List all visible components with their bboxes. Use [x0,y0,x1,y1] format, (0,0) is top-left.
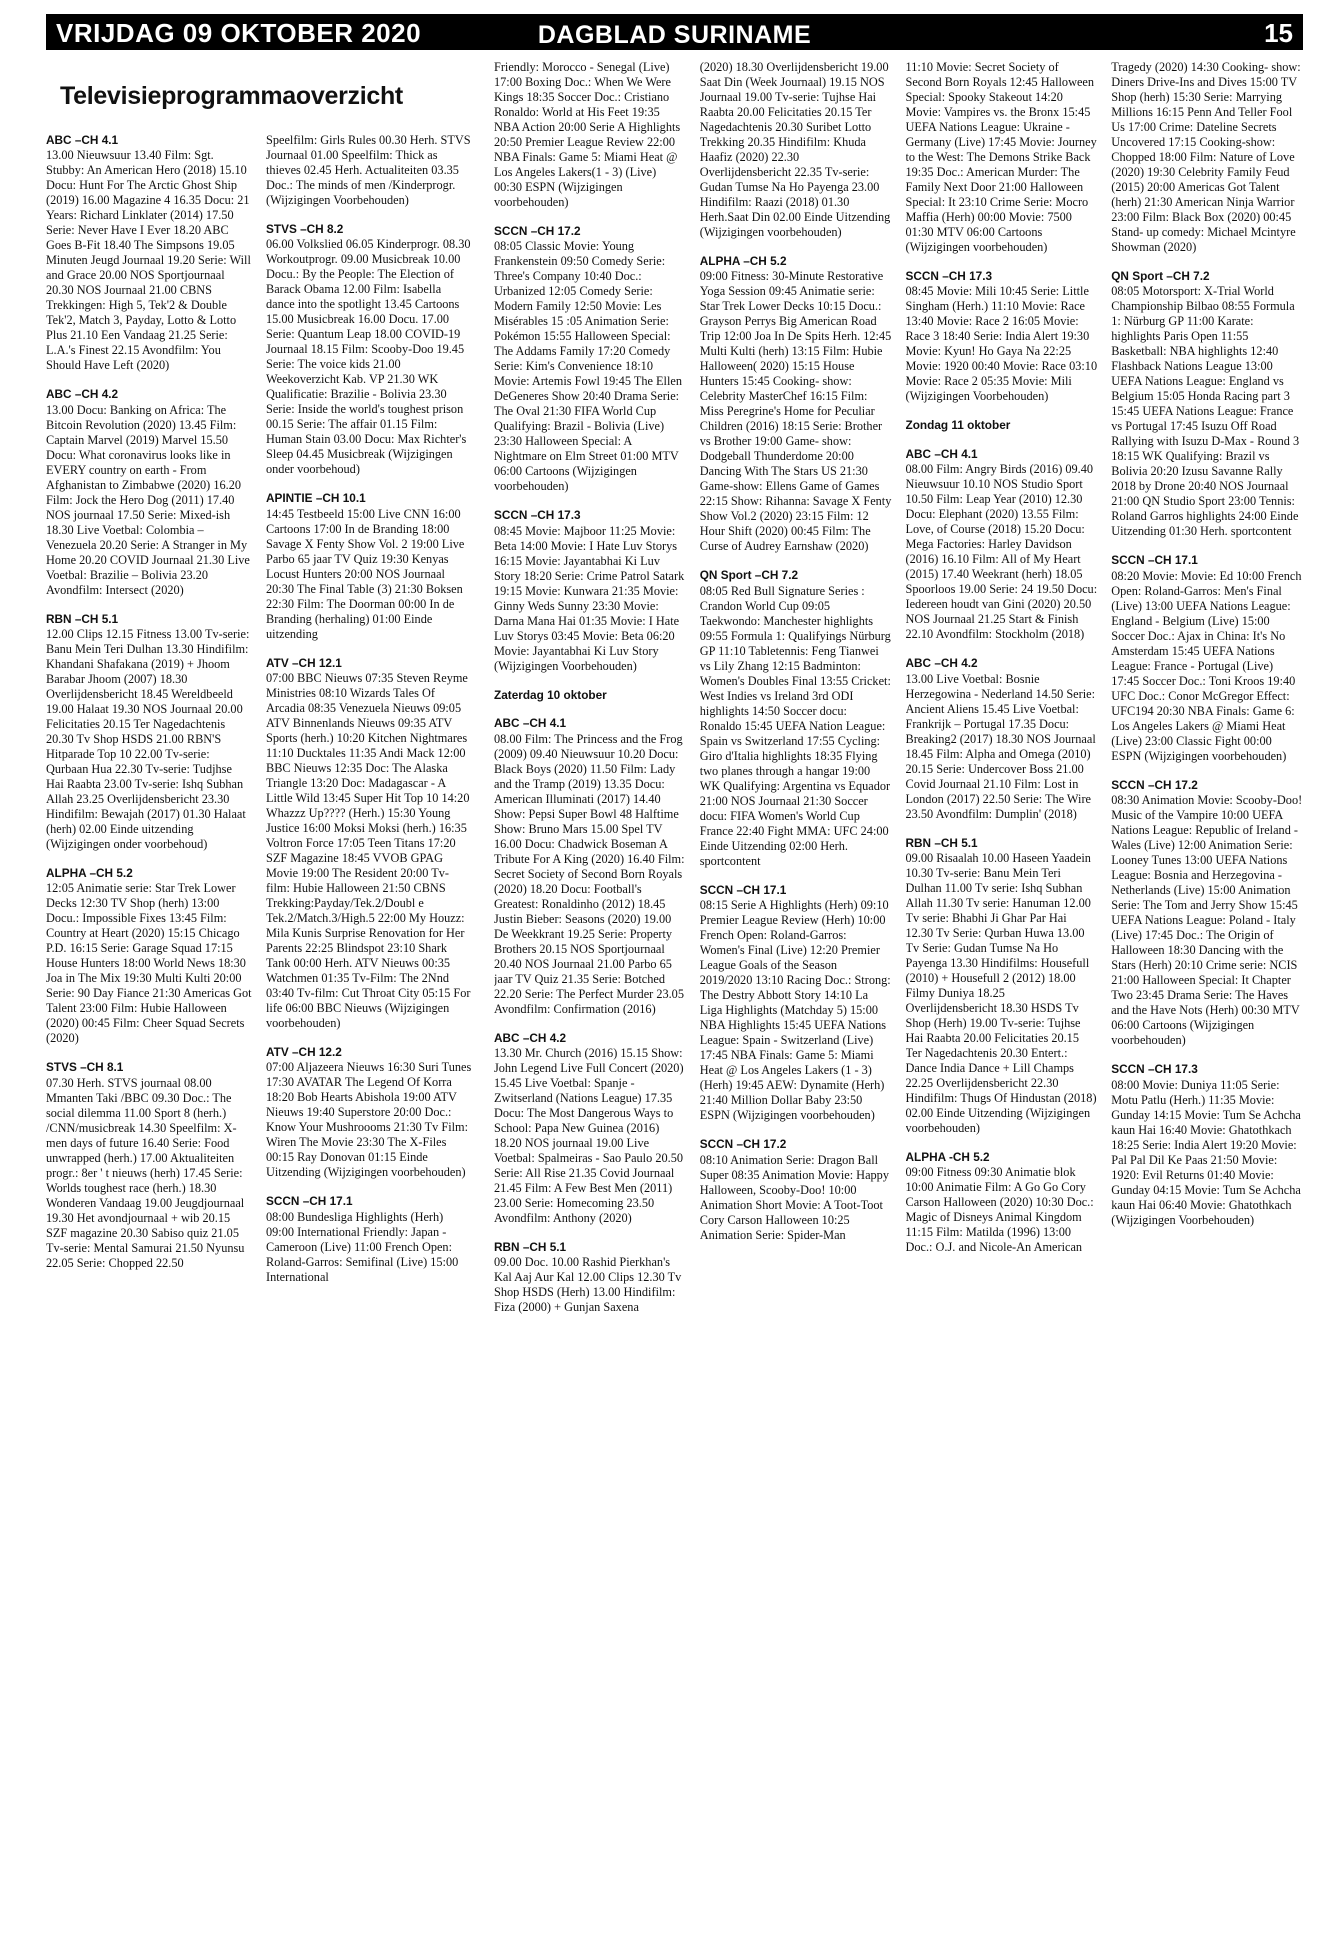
channel-heading: ABC –CH 4.2 [905,656,978,671]
channel-listing [700,568,892,868]
program-text: 08:00 Movie: Duniya 11:05 Serie: Motu Patlu (Herh.) 11:35 Movie: Gunday 14:15 Movie: Tum Se Achcha kaun Hai 16:40 Movie: Ghatothkach 18:25 Serie: India Alert 19:20 Movie: Pal Pal Dil Ke Paas 21:50 Movie: 1920: Evil Returns 01:40 Movie: Gunday 04:15 Movie: Tum Se Achcha kaun Hai 06:40 Movie: Ghatothkach (Wijzigingen Voorbehouden) [1111,1077,1301,1227]
channel-listing [1111,269,1303,539]
masthead [46,14,1303,50]
program-text: 13.30 Mr. Church (2016) 15.15 Show: John Legend Live Full Concert (2020) 15.45 Live Voetbal: Spanje - Zwitserland (Nations League) 17.35 Docu: The Most Dangerous Ways to School: Papa New Guinea (2016) 18.20 NOS journaal 19.00 Live Voetbal: Spalmeiras - Sao Paulo 20.50 Serie: All Rise 21.35 Covid Journaal 21.45 Film: A Few Best Men (2011) 23.00 Serie: Homecoming 23.50 Avondfilm: Anthony (2020) [494,1045,684,1225]
channel-listing [494,60,686,210]
channel-listing [266,222,472,477]
channel-listing [494,716,686,1016]
channel-heading: ATV –CH 12.1 [266,655,342,670]
program-text: 08:45 Movie: Mili 10:45 Serie: Little Singham (Herh.) 11:10 Movie: Race 13:40 Movie: Race 2 16:05 Movie: Race 3 18:40 Serie: India Alert 19:30 Movie: Kyun! Ho Gaya Na 22:25 Movie: 1920 00:40 Movie: Race 03:10 Movie: Race 2 05:35 Movie: Mili (Wijzigingen Voorbehouden) [905,284,1098,404]
program-text: 09:00 Fitness: 30-Minute Restorative Yoga Session 09:45 Animatie serie: Star Trek Lower Decks 10:15 Docu.: Grayson Perrys Big American Road Trip 12:00 Joa In De Spits Herh. 12:45 Multi Kulti (herh) 13:15 Film: Hubie Halloween( 2020) 15:15 House Hunters 15:45 Cooking- show: Celebrity MasterChef 16:15 Film: Miss Peregrine's Home for Peculiar Children (2016) 18:15 Serie: Brother vs Brother 19:00 Game- show: Dodgeball Thunderdome 20:00 Dancing With The Stars US 21:30 Game-show: Ellens Game of Games 22:15 Show: Rihanna: Savage X Fenty Show Vol.2 (2020) 23:15 Film: 12 Hour Shift (2020) 00:45 Film: The Curse of Audrey Earnshaw (2020) [699,269,892,554]
channel-heading: ALPHA –CH 5.2 [46,865,133,880]
channel-heading: RBN –CH 5.1 [905,835,978,850]
channel-heading: RBN –CH 5.1 [494,1239,567,1254]
left-two-columns [46,133,480,1299]
program-text: 08.00 Film: The Princess and the Frog (2009) 09.40 Nieuwsuur 10.20 Docu: Black Boys (2020) 11.50 Film: Lady and the Tramp (2019) 13.35 Docu: American Illuminati (2017) 14.40 Show: Pepsi Super Bowl 48 Halftime Show: Bruno Mars 15.00 Spel TV 16.00 Docu: Chadwick Boseman A Tribute For A King (2020) 16.40 Film: Secret Society of Second Born Royals (2020) 18.20 Docu: Football's Greatest: Ronaldinho (2012) 18.45 Justin Bieber: Seasons (2020) 19.00 De Weekkrant 19.25 Serie: Property Brothers 20.15 NOS Sportjournaal 20.40 NOS Journaal 21.00 Parbo 65 jaar TV Quiz 21.35 Serie: Botched 22.20 Serie: The Perfect Murder 23.05 Avondfilm: Confirmation (2016) [494,731,685,1016]
channel-listing [494,508,686,673]
channel-heading: ALPHA –CH 5.2 [699,254,787,268]
channel-listing [266,491,472,641]
channel-listing [906,447,1098,642]
program-text: 08:15 Serie A Highlights (Herh) 09:10 Premier League Review (Herh) 10:00 French Open: Roland-Garros: Women's Final (Live) 12:20 Premier League Goals of the Season 2019/2020 13:10 Racing Doc.: Strong: The Destry Abbott Story 14:10 La Liga Highlights (Matchday 5) 15:00 NBA Highlights 15:45 UEFA Nations League: Spain - Switzerland (Live) 17:45 NBA Finals: Game 5: Miami Heat @ Los Angeles Lakers (1 - 3)(Herh) 19:45 AEW: Dynamite (Herh) 21:40 Million Dollar Baby 23:50 ESPN (Wijzigingen voorbehouden) [699,898,891,1123]
column-3 [494,60,686,1329]
channel-listing [494,224,686,494]
channel-heading: QN Sport –CH 7.2 [1111,269,1210,283]
program-text: 11:10 Movie: Secret Society of Second Born Royals 12:45 Halloween Special: Spooky Stakeout 14:20 Movie: Vampires vs. the Bronx 15:45 UEFA Nations League: Ukraine - Germany (Live) 17:45 Movie: Journey to the West: The Demons Strike Back 19:35 Doc.: American Murder: The Family Next Door 21:00 Halloween Special: It 23:10 Crime Serie: Mocro Maffia (Herh) 00:00 Movie: 7500 01:30 MTV 06:00 Cartoons (Wijzigingen voorbehouden) [905,60,1097,254]
program-text: 09.00 Risaalah 10.00 Haseen Yaadein 10.30 Tv-serie: Banu Mein Teri Dulhan 11.00 Tv serie: Ishq Subhan Allah 11.30 Tv serie: Hanuman 12.00 Tv serie: Bhabhi Ji Ghar Par Hai 12.30 Tv Serie: Qurban Huwa 13.00 Tv Serie: Gudan Tumse Na Ho Payenga 13.30 Hindifilms: Housefull (2010) + Housefull 2 (2012) 18.00 Filmy Duniya 18.25 Overlijdensbericht 18.30 HSDS Tv Shop (Herh) 19.00 Tv-serie: Tujhse Hai Raabta 20.00 Felicitaties 20.15 Ter Nagedachtenis 20.30 Entert.: Dance India Dance + Lill Champs 22.25 Overlijdensbericht 22.30 Hindifilm: Thugs Of Hindustan (2018) 02.00 Einde Uitzending (Wijzigingen voorbehouden) [905,850,1097,1135]
channel-listing [266,656,472,1031]
program-text: 12.00 Clips 12.15 Fitness 13.00 Tv-serie: Banu Mein Teri Dulhan 13.30 Hindifilm: Khandani Shafakana (2019) + Jhoom Barabar Jhoom (2007) 18.30 Overlijdensbericht 18.45 Wereldbeeld 19.00 Halaat 19.30 NOS Journaal 20.00 Felicitaties 20.15 Ter Nagedachtenis 20.30 Tv Shop HSDS 21.00 RBN'S Hitparade Top 10 22.00 Tv-serie: Qurbaan Hua 22.30 Tv-serie: Tudjhse Hai Raabta 23.00 Tv-serie: Ishq Subhan Allah 23.25 Overlijdensbericht 23.30 Hindifilm: Bewajah (2017) 01.30 Halaat (herh) 02.00 Einde uitzending (Wijzigingen onder voorbehoud) [46,626,250,851]
channel-heading: ABC –CH 4.1 [905,446,978,461]
program-text: 13.00 Docu: Banking on Africa: The Bitcoin Revolution (2020) 13.45 Film: Captain Marvel (2019) Marvel 15.50 Docu: What coronavirus looks like in EVERY country on earth - From Afghanistan to Zimbabwe (2020) 16.20 Film: Jock the Hero Dog (2011) 17.40 NOS journaal 17.50 Serie: Mixed-ish 18.30 Live Voetbal: Colombia – Venezuela 20.20 Serie: A Stranger in My Home 20.20 COVID Journaal 21.30 Live Voetbal: Brazilie – Bolivia 23.20 Avondfilm: Intersect (2020) [46,402,250,597]
program-text: 13.00 Live Voetbal: Bosnie Herzegowina - Nederland 14.50 Serie: Ancient Aliens 15.45 Live Voetbal: Frankrijk – Portugal 17.35 Docu: Breaking2 (2017) 18.30 NOS Journaal 18.45 Film: Alpha and Omega (2010) 20.15 Serie: Undercover Boss 21.00 Covid Journaal 21.10 Film: Lost in London (2017) 22.50 Serie: The Wire 23.50 Avondfilm: Dumplin' (2018) [905,671,1096,821]
channel-heading: SCCN –CH 17.2 [494,224,581,238]
program-text: Tragedy (2020) 14:30 Cooking- show: Diners Drive-Ins and Dives 15:00 TV Shop (herh) 15:30 Serie: Marrying Millions 16:15 Penn And Teller Fool Us 17:00 Crime: Dateline Secrets Uncovered 17:15 Cooking-show: Chopped 18:00 Film: Nature of Love (2020) 19:30 Celebrity Family Feud (2015) 20:00 Americas Got Talent (herh) 21:30 American Ninja Warrior 23:00 Film: Black Box (2020) 00:45 Stand- up comedy: Michael Mcintyre Showman (2020) [1111,60,1301,254]
program-text: 08:30 Animation Movie: Scooby-Doo! Music of the Vampire 10:00 UEFA Nations League: Republic of Ireland - Wales (Live) 12:00 Animation Serie: Looney Tunes 13:00 UEFA Nations League: Bosnia and Herzegovina - Netherlands (Live) 15:00 Animation Serie: The Tom and Jerry Show 15:45 UEFA Nations League: Poland - Italy (Live) 17:45 Doc.: The Origin of Halloween 18:30 Dancing with the Stars (Herh) 20:10 Crime serie: NCIS 21:00 Halloween Special: It Chapter Two 23:45 Drama Serie: The Haves and the Have Nots (Herh) 00:30 MTV 06:00 Cartoons (Wijzigingen voorbehouden) [1111,793,1303,1048]
program-text: 08:10 Animation Serie: Dragon Ball Super 08:35 Animation Movie: Happy Halloween, Scooby-Doo! 10:00 Animation Short Movie: A Toot-Toot Cory Carson Halloween 10:25 Animation Serie: Spider-Man [699,1152,889,1242]
channel-listing [266,1194,472,1284]
program-text: 08:05 Classic Movie: Young Frankenstein 09:50 Comedy Serie: Three's Company 10:40 Doc.: Urbanized 12:05 Comedy Serie: Modern Family 12:50 Movie: Les Misérables 15 :05 Animation Serie: Pokémon 15:55 Halloween Special: The Addams Family 17:20 Comedy Serie: Kim's Convenience 18:10 Movie: Artemis Fowl 19:45 The Ellen DeGeneres Show 20:40 Drama Serie: The Oval 21:30 FIFA World Cup Qualifying: Brazil - Bolivia (Live) 23:30 Halloween Special: A Nightmare on Elm Street 01:00 MTV 06:00 Cartoons (Wijzigingen voorbehouden) [494,239,682,494]
program-text: 07.30 Herh. STVS journaal 08.00 Mmanten Taki /BBC 09.30 Doc.: The social dilemma 11.00 Sport 8 (herh.) /CNN/musicbreak 14.30 Speelfilm: X-men days of future 16.40 Serie: Food unwrapped (herh.) 17.00 Aktualiteiten progr.: 8er ' t nieuws (herh) 17.45 Serie: Worlds toughest race (herh.) 18.30 Wonderen Vandaag 19.00 Jeugdjournaal 19.30 Het avondjournaal + wib 20.15 SZF magazine 20.30 Sabiso quiz 21.05 Tv-serie: Mental Samurai 21.50 Nyunsu 22.05 Serie: Chopped 22.50 [46,1075,245,1270]
column-2 [266,133,472,1299]
channel-heading: SCCN –CH 17.3 [1111,1062,1198,1077]
channel-heading: SCCN –CH 17.2 [699,1137,787,1152]
channel-heading: QN Sport –CH 7.2 [699,568,799,583]
channel-listing [1111,553,1303,763]
channel-heading: ABC –CH 4.1 [46,132,119,147]
page-number: 15 [1264,18,1293,48]
column-5 [906,60,1098,1329]
channel-heading: SCCN –CH 17.1 [266,1194,353,1209]
program-text: Friendly: Morocco - Senegal (Live) 17:00 Boxing Doc.: When We Were Kings 18:35 Soccer Doc.: Cristiano Ronaldo: World at His Feet 19:35 NBA Action 20:00 Serie A Highlights 20:50 Premier League Review 22:00 NBA Finals: Game 5: Miami Heat @ Los Angeles Lakers(1 - 3) (Live) 00:30 ESPN (Wijzigingen voorbehouden) [494,60,681,209]
channel-listing [906,836,1098,1136]
channel-listing [700,883,892,1123]
channel-listing [266,133,472,208]
program-text: 13.00 Nieuwsuur 13.40 Film: Sgt. Stubby: An American Hero (2018) 15.10 Docu: Hunt For The Arctic Ghost Ship (2019) 16.00 Magazine 4 16.35 Docu: 21 Years: Richard Linklater (2014) 17.50 Serie: Never Have I Ever 18.20 ABC Goes B-Fit 18.40 The Simpsons 19.05 Minuten Jeugd Journaal 19.20 Serie: Will and Grace 20.00 NOS Sportjournaal 20.30 NOS Journaal 21.00 CBNS Trekkingen: High 5, Tek'2 & Double Tek'2, Match 3, Payday, Lotto & Lotto Plus 21.10 Een Vandaag 21.25 Serie: L.A.'s Finest 22.15 Avondfilm: You Should Have Left (2020) [46,148,251,373]
content-area [46,60,1303,1329]
program-text: 08:20 Movie: Movie: Ed 10:00 French Open: Roland-Garros: Men's Final (Live) 13:00 UEFA Nations League: England - Belgium (Live) 15:00 Soccer Doc.: Ajax in China: It's No Amsterdam 15:45 UEFA Nations League: France - Portugal (Live) 17:45 Soccer Doc.: Toni Kroos 19:40 UFC Doc.: Conor McGregor Effect: UFC194 20:30 NBA Finals: Game 6: Los Angeles Lakers @ Miami Heat (Live) 23:00 Classic Fight 00:00 ESPN (Wijzigingen voorbehouden) [1111,568,1302,763]
channel-heading: ALPHA -CH 5.2 [905,1149,990,1164]
channel-listing [1111,1062,1303,1227]
channel-listing [1111,60,1303,255]
channel-heading: RBN –CH 5.1 [46,611,119,626]
program-text: 07:00 BBC Nieuws 07:35 Steven Reyme Ministries 08:10 Wizards Tales Of Arcadia 08:35 Venezuela Nieuws 09:05 ATV Binnenlands Nieuws 09:35 ATV Sports (herh.) 10:20 Kitchen Nightmares 11:10 Ducktales 11:35 Andi Mack 12:00 BBC Nieuws 12:35 Doc: The Alaska Triangle 13:20 Doc: Madagascar - A Little Wild 13:45 Super Hit Top 10 14:20 Whazzz Up???? (Herh.) 15:30 Young Justice 16:00 Moksi Moksi (herh.) 16:35 Voltron Force 17:05 Teen Titans 17:20 SZF Magazine 18:45 VVOB GPAG Movie 19:00 The Resident 20:00 Tv-film: Hubie Halloween 21:50 CBNS Trekking:Payday/Tek.2/Doubl e Tek.2/Match.3/High.5 22:00 My Houzz: Mila Kunis Surprise Renovation for Her Parents 22:25 Blindspot 23:10 Shark Tank 00:00 Herh. ATV Nieuws 00:35 Watchmen 01:35 Tv-Film: The 2Nnd 03:40 Tv-film: Cut Throat City 05:15 For life 06:00 BBC Nieuws (Wijzigingen voorbehouden) [266,670,471,1030]
program-text: (2020) 18.30 Overlijdensbericht 19.00 Saat Din (Week Journaal) 19.15 NOS Journaal 19.00 Tv-serie: Tujhse Hai Raabta 20.00 Felicitaties 20.15 Ter Nagedachtenis 20.30 Suribet Lotto Trekking 20.35 Hindifilm: Khuda Haafiz (2020) 22.30 Overlijdensbericht 22.35 Tv-serie: Gudan Tumse Na Ho Payenga 23.00 Hindifilm: Raazi (2018) 01.30 Herh.Saat Din 02.00 Einde Uitzending (Wijzigingen voorbehouden) [699,60,891,239]
program-text: 06.00 Volkslied 06.05 Kinderprogr. 08.30 Workoutprogr. 09.00 Musicbreak 10.00 Docu.: By the People: The Election of Barack Obama 12.00 Film: Isabella dance into the spotlight 13.45 Cartoons 15.00 Musicbreak 16.00 Docu. 17.00 Serie: Quantum Leap 18.00 COVID-19 Journaal 18.15 Film: Scooby-Doo 19.45 Serie: The voice kids 21.00 Weekoverzicht Kab. VP 21.30 WK Qualificatie: Brazilie - Bolivia 23.30 Serie: Inside the world's toughest prison 00.15 Serie: The affair 01.15 Film: Human Stain 03.00 Docu: Max Richter's Sleep 04.45 Musicbreak (Wijzigingen onder voorbehoud) [266,237,471,477]
channel-listing [46,133,252,373]
issue-date: VRIJDAG 09 OKTOBER 2020 [56,18,422,48]
channel-listing [700,60,892,240]
channel-listing [46,866,252,1046]
page-title: Televisieprogrammaoverzicht [60,82,403,110]
day-heading: Zondag 11 oktober [905,418,1011,433]
program-text: 14:45 Testbeeld 15:00 Live CNN 16:00 Cartoons 17:00 In de Branding 18:00 Savage X Fenty Show Vol. 2 19:00 Live Parbo 65 jaar TV Quiz 19:30 Kenyas Locust Hunters 20:00 NOS Journaal 20:30 The Final Table (3) 21:30 Boksen 22:30 Film: The Doorman 00:00 In de Branding (herhaling) 01:00 Einde uitzending [266,506,465,641]
channel-listing [494,1031,686,1226]
channel-heading: SCCN –CH 17.2 [1111,777,1198,792]
channel-listing [700,254,892,554]
channel-heading: ATV –CH 12.2 [266,1044,342,1059]
program-text: 12:05 Animatie serie: Star Trek Lower Decks 12:30 TV Shop (herh) 13:00 Docu.: Impossible Fixes 13:45 Film: Country at Heart (2020) 15:15 Chicago P.D. 16:15 Serie: Garage Squad 17:15 House Hunters 18:00 World News 18:30 Joa in The Mix 19:30 Multi Kulti 20:00 Serie: 90 Day Fiance 21:30 Americas Got Talent 23:00 Film: Hubie Halloween (2020) 00:45 Film: Cheer Squad Secrets (2020) [46,881,252,1046]
column-1 [46,133,252,1299]
day-heading: Zaterdag 10 oktober [494,687,607,702]
channel-listing [1111,778,1303,1048]
channel-listing [700,1137,892,1242]
channel-heading: SCCN –CH 17.3 [905,269,993,283]
program-text: 09.00 Doc. 10.00 Rashid Pierkhan's Kal Aaj Aur Kal 12.00 Clips 12.30 Tv Shop HSDS (Herh) 13.00 Hindifilm: Fiza (2000) + Gunjan Saxena [494,1255,682,1315]
channel-listing [494,1240,686,1315]
channel-listing [46,387,252,597]
column-6 [1111,60,1303,1329]
paper-name: DAGBLAD SURINAME [537,21,812,49]
column-4 [700,60,892,1329]
channel-heading: ABC –CH 4.1 [494,716,567,731]
channel-listing [266,1045,472,1180]
channel-heading: SCCN –CH 17.3 [494,508,581,523]
program-text: 08:45 Movie: Majboor 11:25 Movie: Beta 14:00 Movie: I Hate Luv Storys 16:15 Movie: Jayantabhai Ki Luv Story 18:20 Serie: Crime Patrol Satark 19:15 Movie: Kunwara 21:35 Movie: Ginny Weds Sunny 23:30 Movie: Darna Mana Hai 01:35 Movie: I Hate Luv Storys 03:45 Movie: Beta 06:20 Movie: Jayantabhai Ki Luv Story (Wijzigingen Voorbehouden) [494,523,685,673]
channel-listing [906,656,1098,821]
channel-heading: ABC –CH 4.2 [46,387,119,402]
program-text: Speelfilm: Girls Rules 00.30 Herh. STVS Journaal 01.00 Speelfilm: Thick as thieves 02.45 Herh. Actualiteiten 03.35 Doc.: The minds of men /Kinderprogr. (Wijzigingen Voorbehouden) [266,132,471,207]
program-text: 08:05 Red Bull Signature Series : Crandon World Cup 09:05 Taekwondo: Manchester highlights 09:55 Formula 1: Qualifyings Nürburg GP 11:10 Tabletennis: Feng Tianwei vs Lily Zhang 12:15 Badminton: Women's Doubles Final 13:55 Cricket: West Indies vs Ireland 3rd ODI highlights 14:50 Soccer docu: Ronaldo 15:45 UEFA Nation League: Spain vs Switzerland 17:55 Cycling: Giro d'Italia highlights 18:35 Flying two planes through a hangar 19:00 WK Qualifying: Argentina vs Equador 21:00 NOS Journaal 21:30 Soccer docu: FIFA Women's World Cup France 22:40 Fight MMA: UFC 24:00 Einde Uitzending 02:00 Herh. sportcontent [699,583,891,868]
channel-listing [46,1060,252,1270]
channel-listing [906,1150,1098,1255]
channel-heading: STVS –CH 8.2 [266,221,344,236]
channel-listing [906,60,1098,255]
channel-heading: SCCN –CH 17.1 [1111,553,1198,568]
program-text: 08:00 Bundesliga Highlights (Herh) 09:00 International Friendly: Japan - Cameroon (Live) 11:00 French Open: Roland-Garros: Semifinal (Live) 15:00 International [266,1209,459,1284]
left-pair [46,60,480,1329]
program-text: 07:00 Aljazeera Nieuws 16:30 Suri Tunes 17:30 AVATAR The Legend Of Korra 18:20 Bob Hearts Abishola 19:00 ATV Nieuws 19:40 Superstore 20:00 Doc.: Know Your Mushroooms 21:30 Tv Film: Wiren The Movie 23:30 The X-Files 00:15 Ray Donovan 01:15 Einde Uitzending (Wijzigingen voorbehouden) [266,1060,472,1180]
channel-listing [906,269,1098,404]
program-text: 09:00 Fitness 09:30 Animatie blok 10:00 Animatie Film: A Go Go Cory Carson Halloween (2020) 10:30 Doc.: Magic of Disneys Animal Kingdom 11:15 Film: Matilda (1996) 13:00 Doc.: O.J. and Nicole-An American [905,1165,1094,1255]
channel-heading: STVS –CH 8.1 [46,1060,124,1075]
program-text: 08:05 Motorsport: X-Trial World Championship Bilbao 08:55 Formula 1: Nürburg GP 11:00 Karate: highlights Paris Open 11:55 Basketball: NBA highlights 12:40 Flashback Nations League 13:00 UEFA Nations League: England vs Belgium 15:05 Honda Racing part 3 15:45 UEFA Nations League: France vs Portugal 17:45 Isuzu Off Road Rallying with Isuzu D-Max - Round 3 18:15 WK Qualifying: Brazil vs Bolivia 20:20 Izusu Savanne Rally 2018 by Drone 20:40 NOS Journaal 21:00 QN Studio Sport 23:00 Tennis: Roland Garros highlights 24:00 Einde Uitzending 01:30 Herh. sportcontent [1111,284,1300,539]
channel-heading: APINTIE –CH 10.1 [266,491,366,506]
program-text: 08.00 Film: Angry Birds (2016) 09.40 Nieuwsuur 10.10 NOS Studio Sport 10.50 Film: Leap Year (2010) 12.30 Docu: Elephant (2020) 13.55 Film: Love, of Course (2018) 15.20 Docu: Mega Factories: Harley Davidson (2016) 16.10 Film: All of My Heart (2015) 17.40 Weekrant (herh) 18.05 Spoorloos 19.00 Serie: 24 19.50 Docu: Iedereen houdt van Gini (2020) 20.50 NOS Journaal 21.25 Start & Finish 22.10 Avondfilm: Stockholm (2018) [905,462,1098,642]
channel-heading: SCCN –CH 17.1 [699,882,787,897]
channel-heading: ABC –CH 4.2 [494,1030,567,1045]
channel-listing [46,612,252,852]
